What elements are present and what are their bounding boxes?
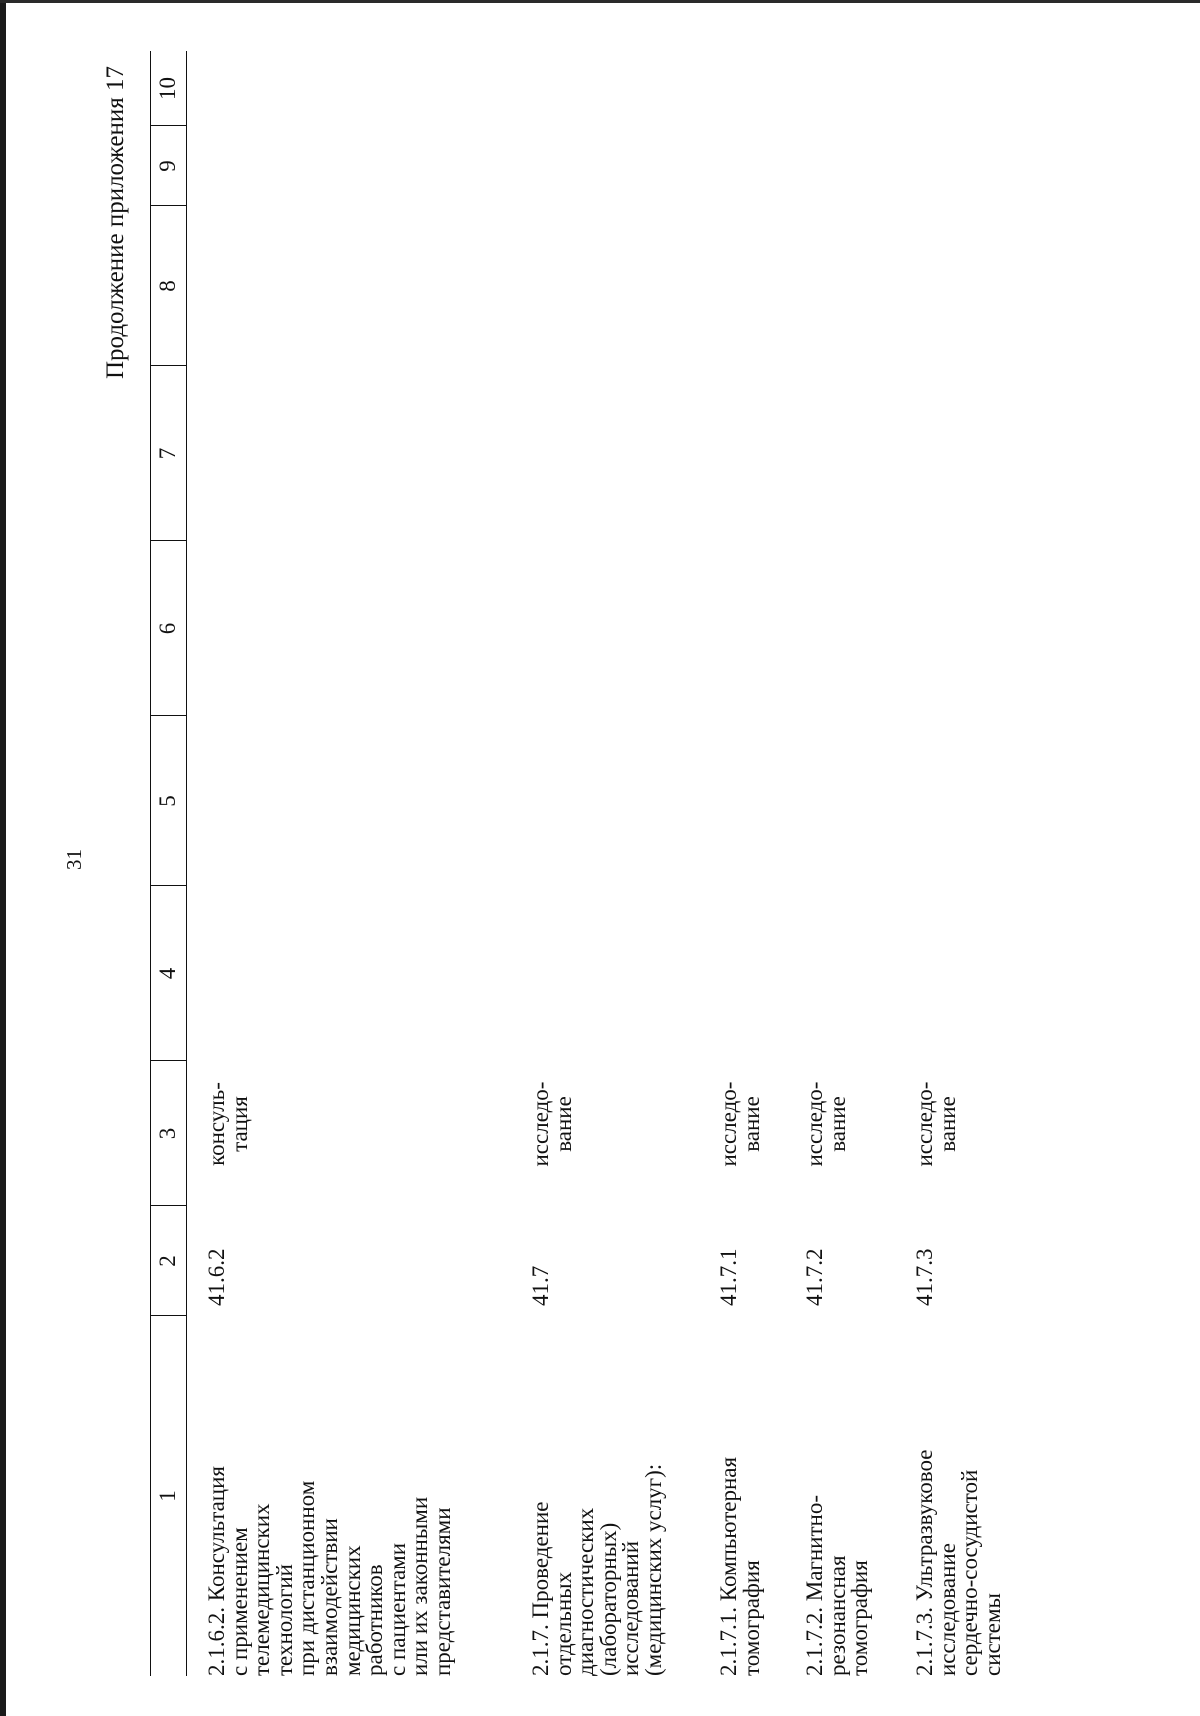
row-name-2-1-7-3: 2.1.7.3. Ультразвуковое исследование сердечно-сосудистой системы <box>912 1449 1005 1676</box>
row-code-2-1-7: 41.7 <box>528 1265 553 1306</box>
row-code-2-1-7-1: 41.7.1 <box>716 1248 741 1306</box>
column-number-5: 5 <box>155 795 180 807</box>
row-unit-2-1-7-3: исследо- вание <box>912 1081 960 1167</box>
row-unit-2-1-7-1: исследо- вание <box>716 1081 764 1167</box>
row-unit-2-1-6-2: консуль- тация <box>204 1082 252 1166</box>
row-code-2-1-7-2: 41.7.2 <box>802 1248 827 1306</box>
column-number-3: 3 <box>155 1127 180 1140</box>
column-number-7: 7 <box>155 447 180 460</box>
table-header-border <box>186 51 187 1676</box>
continuation-title: Продолжение приложения 17 <box>102 66 129 380</box>
column-number-8: 8 <box>155 280 180 292</box>
column-number-1: 1 <box>155 1490 180 1502</box>
row-unit-2-1-7-2: исследо- вание <box>802 1081 850 1167</box>
row-name-2-1-7-1: 2.1.7.1. Компьютерная томография <box>716 1456 764 1676</box>
row-name-2-1-6-2: 2.1.6.2. Консультация с применением телемедицинских технологий при дистанционном взаимодействии медицинских работников с пациентами или их законными представителями <box>204 1466 455 1676</box>
row-name-2-1-7: 2.1.7. Проведение отдельных диагностических (лабораторных) исследований (медицинских услуг): <box>528 1463 666 1676</box>
row-code-2-1-6-2: 41.6.2 <box>204 1248 229 1306</box>
row-unit-2-1-7: исследо- вание <box>528 1081 576 1167</box>
row-name-2-1-7-2: 2.1.7.2. Магнитно- резонансная томография <box>802 1495 873 1676</box>
column-number-9: 9 <box>155 160 180 172</box>
row-code-2-1-7-3: 41.7.3 <box>912 1248 937 1306</box>
page-number: 31 <box>62 849 86 870</box>
column-number-4: 4 <box>155 967 180 980</box>
column-number-6: 6 <box>155 622 180 635</box>
column-number-10: 10 <box>155 77 180 100</box>
column-number-2: 2 <box>155 1255 180 1267</box>
